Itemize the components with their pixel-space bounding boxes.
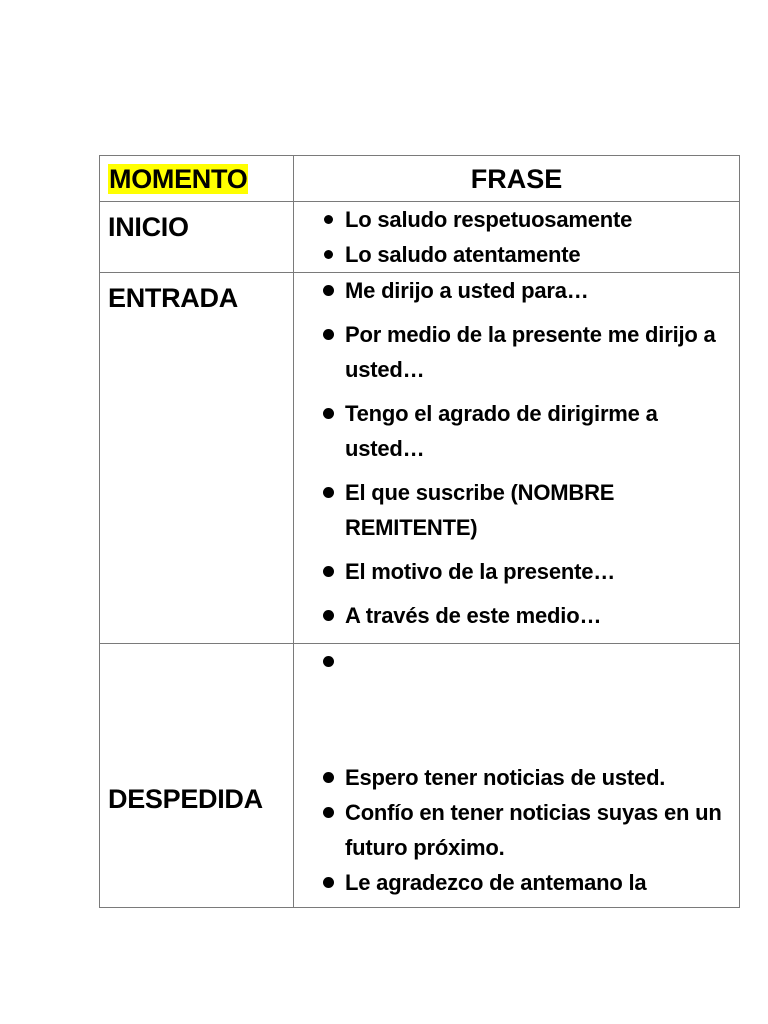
- bullet-icon: [323, 877, 334, 888]
- phrase-text: Lo saludo respetuosamente: [345, 207, 633, 232]
- list-item: [294, 273, 739, 308]
- phrase-text: Espero tener noticias de usted.: [345, 765, 666, 790]
- bullet-icon: [323, 610, 334, 621]
- bullet-icon: [323, 566, 334, 577]
- list-item: [294, 644, 739, 760]
- phrase-list: [294, 202, 739, 272]
- phrase-text: El que suscribe (NOMBRE REMITENTE): [345, 480, 615, 540]
- phrase-text: Confío en tener noticias suyas en un futuro próximo.: [345, 800, 722, 860]
- list-item: [294, 598, 739, 633]
- list-item: [294, 760, 739, 795]
- phrases-table: [99, 155, 740, 908]
- moment-label-inicio: INICIO: [108, 212, 189, 242]
- list-item: [294, 475, 739, 545]
- bullet-icon: [323, 772, 334, 783]
- phrase-text: Tengo el agrado de dirigirme a usted…: [345, 401, 658, 461]
- table-row: [100, 202, 740, 273]
- bullet-icon: [323, 487, 334, 498]
- phrase-list: [294, 644, 739, 900]
- list-item: [294, 865, 739, 900]
- moment-label-entrada: ENTRADA: [108, 283, 238, 313]
- list-item: [294, 202, 739, 237]
- list-item: [294, 554, 739, 589]
- table-row: [100, 644, 740, 908]
- phrase-text: El motivo de la presente…: [345, 559, 616, 584]
- table-header-row: [100, 156, 740, 202]
- header-moment-cell: [100, 156, 294, 202]
- header-moment-label: MOMENTO: [109, 164, 248, 194]
- phrase-text: Me dirijo a usted para…: [345, 278, 589, 303]
- phrase-text: Lo saludo atentamente: [345, 242, 581, 267]
- bullet-icon: [323, 807, 334, 818]
- bullet-icon: [323, 656, 334, 667]
- bullet-icon: [323, 285, 334, 296]
- moment-cell: [100, 202, 294, 273]
- header-phrase-cell: [294, 156, 740, 202]
- bullet-icon: [324, 250, 333, 259]
- header-phrase-label: FRASE: [470, 164, 563, 194]
- bullet-icon: [324, 215, 333, 224]
- list-item: [294, 237, 739, 272]
- phrases-cell: [294, 644, 740, 908]
- list-item: [294, 396, 739, 466]
- phrase-text: Le agradezco de antemano la: [345, 870, 647, 895]
- phrase-list: [294, 273, 739, 633]
- moment-cell: [100, 644, 294, 908]
- phrase-text: Por medio de la presente me dirijo a usted…: [345, 322, 716, 382]
- bullet-icon: [323, 329, 334, 340]
- phrase-text: A través de este medio…: [345, 603, 602, 628]
- moment-label-despedida: DESPEDIDA: [108, 784, 263, 814]
- bullet-icon: [323, 408, 334, 419]
- list-item: [294, 317, 739, 387]
- list-item: [294, 795, 739, 865]
- phrases-cell: [294, 273, 740, 644]
- phrases-cell: [294, 202, 740, 273]
- table-row: [100, 273, 740, 644]
- moment-cell: [100, 273, 294, 644]
